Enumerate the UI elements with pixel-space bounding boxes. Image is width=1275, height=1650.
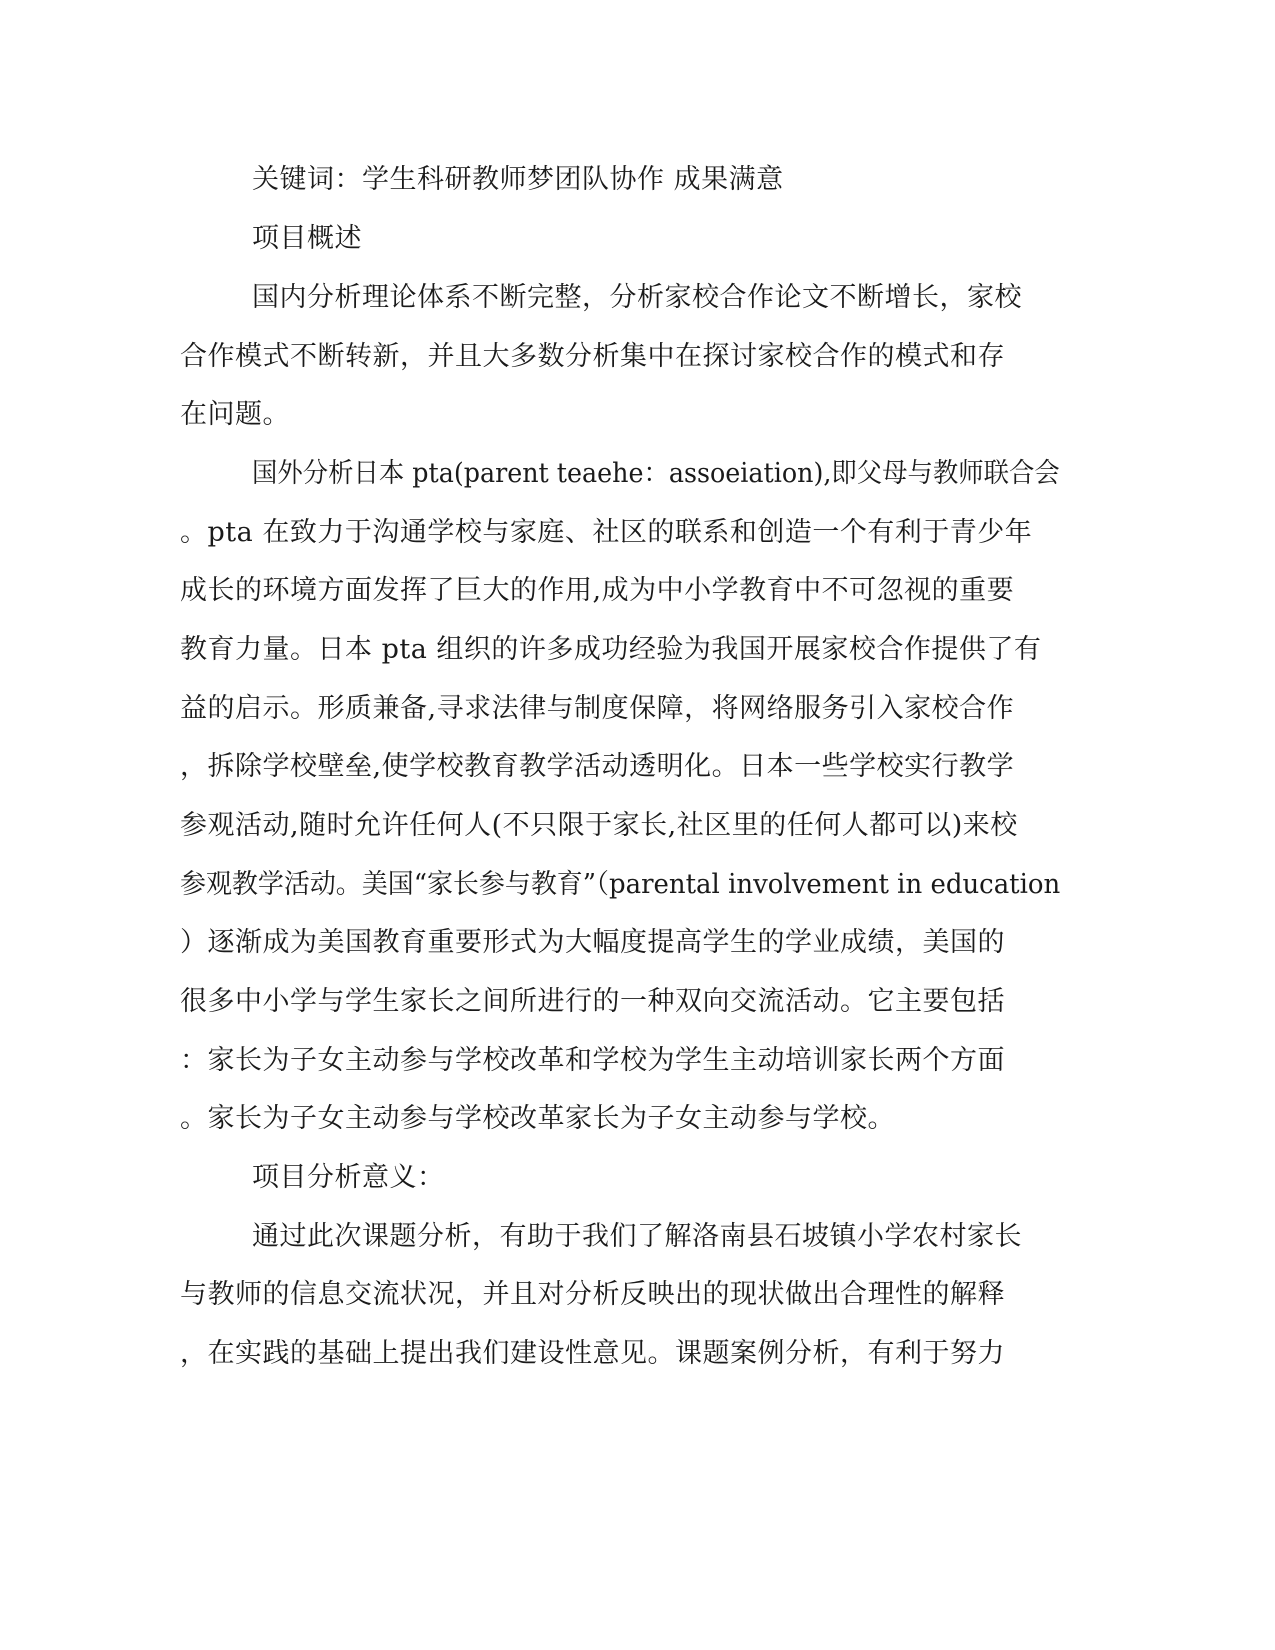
keywords-line: 关键词：学生科研教师梦团队协作 成果满意: [252, 164, 784, 195]
paragraph-line: 在问题。: [180, 399, 290, 430]
paragraph-line: 很多中小学与学生家长之间所进行的一种双向交流活动。它主要包括: [180, 986, 1005, 1017]
paragraph-line: ）逐渐成为美国教育重要形式为大幅度提高学生的学业成绩，美国的: [180, 927, 1005, 958]
paragraph-line: 益的启示。形质兼备,寻求法律与制度保障，将网络服务引入家校合作: [180, 693, 1015, 724]
paragraph-line: 国外分析日本 pta(parent teaehe：assoeiation),即父母与教师联合会: [252, 458, 1060, 489]
paragraph-line: ，拆除学校壁垒,使学校教育教学活动透明化。日本一些学校实行教学: [180, 751, 1015, 782]
paragraph-line: 通过此次课题分析，有助于我们了解洛南县石坡镇小学农村家长: [252, 1221, 1022, 1252]
paragraph-line: 合作模式不断转新，并且大多数分析集中在探讨家校合作的模式和存: [180, 341, 1005, 372]
paragraph-line: 参观活动,随时允许任何人(不只限于家长,社区里的任何人都可以)来校: [180, 810, 1018, 841]
paragraph-line: 参观教学活动。美国“家长参与教育”（parental involvement in education: [180, 869, 1061, 900]
paragraph-line: ，在实践的基础上提出我们建设性意见。课题案例分析，有利于努力: [180, 1338, 1005, 1369]
section-heading-significance: 项目分析意义：: [252, 1162, 445, 1193]
paragraph-line: 与教师的信息交流状况，并且对分析反映出的现状做出合理性的解释: [180, 1279, 1005, 1310]
paragraph-line: 教育力量。日本 pta 组织的许多成功经验为我国开展家校合作提供了有: [180, 634, 1042, 665]
section-heading-overview: 项目概述: [252, 223, 362, 254]
paragraph-line: 。pta 在致力于沟通学校与家庭、社区的联系和创造一个有利于青少年: [180, 517, 1033, 548]
paragraph-line: 成长的环境方面发挥了巨大的作用,成为中小学教育中不可忽视的重要: [180, 575, 1015, 606]
paragraph-line: 。家长为子女主动参与学校改革家长为子女主动参与学校。: [180, 1103, 895, 1134]
paragraph-line: 国内分析理论体系不断完整，分析家校合作论文不断增长，家校: [252, 282, 1022, 313]
paragraph-line: ：家长为子女主动参与学校改革和学校为学生主动培训家长两个方面: [180, 1045, 1005, 1076]
